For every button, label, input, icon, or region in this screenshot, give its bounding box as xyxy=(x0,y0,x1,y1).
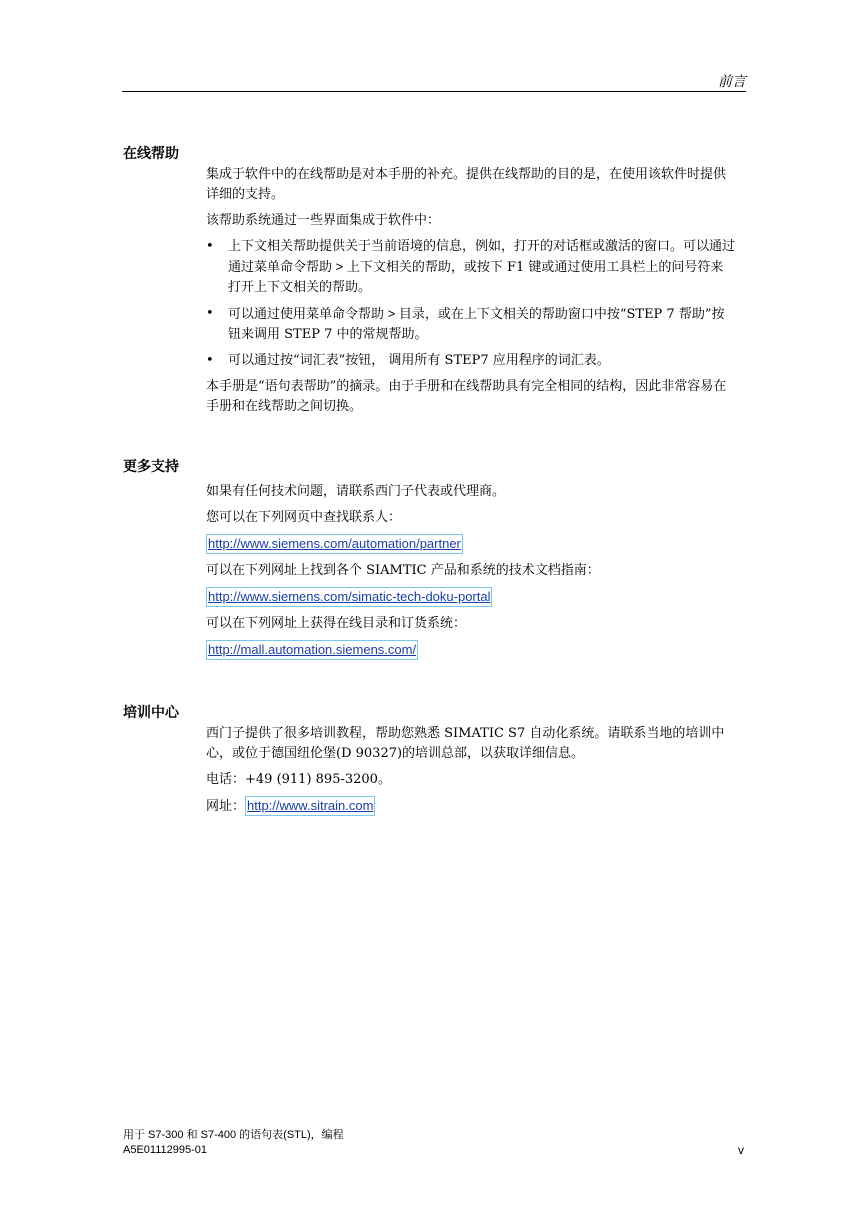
page-header-title: 前言 xyxy=(718,74,746,90)
header-rule xyxy=(122,91,746,92)
partner-link[interactable]: http://www.siemens.com/automation/partner xyxy=(206,534,463,554)
heading-online-help: 在线帮助 xyxy=(123,145,179,161)
support-tech-doc-text: 可以在下列网址上找到各个 SIAMTIC 产品和系统的技术文档指南： xyxy=(206,563,600,578)
mall-link[interactable]: http://mall.automation.siemens.com/ xyxy=(206,640,418,660)
bullet-text: 上下文相关帮助提供关于当前语境的信息，例如，打开的对话框或激活的窗口。可以通过通过菜单命令 xyxy=(228,239,736,275)
training-body xyxy=(206,724,736,823)
online-help-bullet-list xyxy=(206,237,736,371)
training-intro: 西门子提供了很多培训教程，帮助您熟悉 SIMATIC S7 自动化系统。请联系当地的培训中心，或位于德国纽伦堡(D 90327)的培训总部，以获取详细信息。 xyxy=(206,726,725,761)
bullet-item xyxy=(206,237,736,298)
bullet-text: 可以通过使用菜单命令 xyxy=(228,307,359,322)
bullet-text: 可以通过按“词汇表”按钮， 调用所有 STEP7 应用程序的词汇表。 xyxy=(228,353,610,368)
online-help-summary: 本手册是“语句表帮助”的摘录。由于手册和在线帮助具有完全相同的结构，因此非常容易在手册和在线帮助之间切换。 xyxy=(206,379,727,414)
sitrain-link[interactable]: http://www.sitrain.com xyxy=(245,796,375,816)
footer-manual-title: 用于 S7-300 和 S7-400 的语句表(STL)，编程 xyxy=(123,1129,344,1141)
training-phone: 电话：+49 (911) 895-3200。 xyxy=(206,772,391,787)
training-web xyxy=(206,796,736,817)
online-help-interfaces: 该帮助系统通过一些界面集成于软件中： xyxy=(206,213,441,228)
support-find-contact-text: 您可以在下列网页中查找联系人： xyxy=(206,510,402,525)
bullet-dot-icon: • xyxy=(206,239,214,254)
support-catalog-text: 可以在下列网址上获得在线目录和订货系统： xyxy=(206,616,467,631)
bullet-dot-icon: • xyxy=(206,306,214,321)
web-label: 网址： xyxy=(206,799,246,814)
more-support-body xyxy=(206,482,736,667)
bullet-item xyxy=(206,351,736,371)
bullet-text: ，或按下 F1 键或通过使用工具栏上的问号符来打开上下文相关的帮助。 xyxy=(228,260,724,295)
menu-command: 帮助 > 上下文相关的帮助 xyxy=(306,259,451,274)
bullet-text: ，或在上下文相关的帮助窗口中按“STEP 7 帮助”按钮来调用 STEP 7 中的常规帮助。 xyxy=(228,307,725,342)
heading-more-support: 更多支持 xyxy=(123,458,179,474)
tech-doku-portal-link[interactable]: http://www.siemens.com/simatic-tech-doku-portal xyxy=(206,587,492,607)
heading-training-center: 培训中心 xyxy=(123,704,179,720)
online-help-intro: 集成于软件中的在线帮助是对本手册的补充。提供在线帮助的目的是，在使用该软件时提供详细的支持。 xyxy=(206,167,727,202)
menu-command: 帮助 > 目录 xyxy=(358,306,425,321)
support-contact-text: 如果有任何技术问题，请联系西门子代表或代理商。 xyxy=(206,484,506,499)
footer-doc-number: A5E01112995-01 xyxy=(123,1144,207,1156)
bullet-item xyxy=(206,304,736,345)
page-number: v xyxy=(738,1143,744,1157)
bullet-dot-icon: • xyxy=(206,353,214,368)
online-help-body xyxy=(206,165,736,423)
